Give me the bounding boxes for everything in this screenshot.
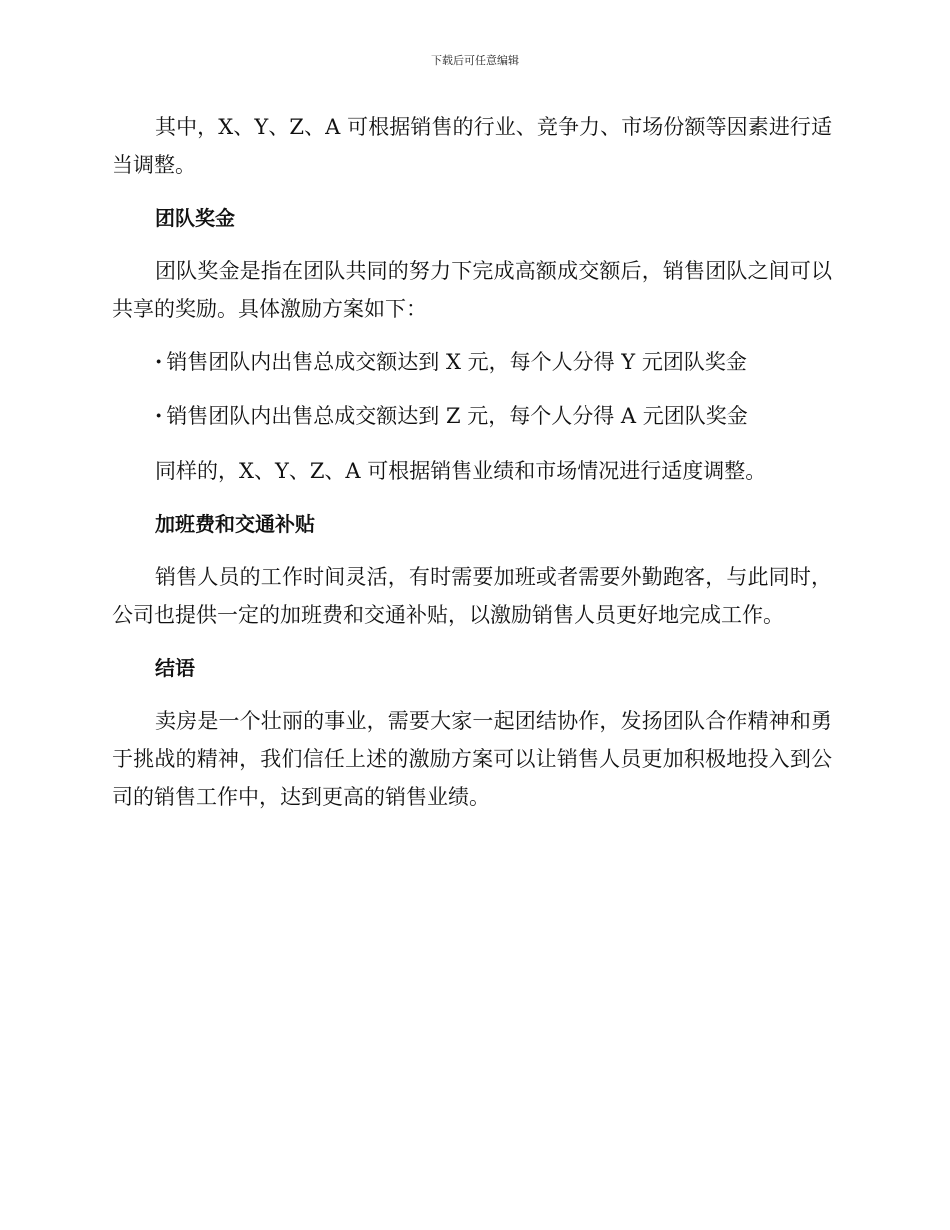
bullet-item	[155, 398, 832, 434]
bullet-dot-icon: ·	[155, 349, 163, 374]
heading-overtime-transport: 加班费和交通补贴	[155, 512, 315, 536]
document-body	[112, 108, 832, 832]
paragraph-team-bonus: 团队奖金是指在团队共同的努力下完成高额成交额后，销售团队之间可以共享的奖励。具体激励方案如下：	[112, 259, 832, 321]
heading-conclusion: 结语	[155, 656, 195, 680]
bullet-dot-icon: ·	[155, 403, 163, 428]
bullet-item	[155, 344, 832, 380]
paragraph-adjustment-note: 其中，X、Y、Z、A 可根据销售的行业、竞争力、市场份额等因素进行适当调整。	[112, 115, 832, 177]
heading-team-bonus: 团队奖金	[155, 206, 235, 230]
paragraph-conclusion: 卖房是一个壮丽的事业，需要大家一起团结协作，发扬团队合作精神和勇于挑战的精神，我们信任上述的激励方案可以让销售人员更加积极地投入到公司的销售工作中，达到更高的销售业绩。	[112, 709, 832, 809]
bullet-text: 销售团队内出售总成交额达到 X 元，每个人分得 Y 元团队奖金	[166, 350, 747, 374]
page-header: 下载后可任意编辑	[431, 54, 519, 67]
paragraph-overtime-transport: 销售人员的工作时间灵活，有时需要加班或者需要外勤跑客，与此同时，公司也提供一定的加班费和交通补贴，以激励销售人员更好地完成工作。	[112, 565, 832, 627]
bullet-text: 销售团队内出售总成交额达到 Z 元，每个人分得 A 元团队奖金	[166, 404, 748, 428]
paragraph-adjustment-note-2: 同样的，X、Y、Z、A 可根据销售业绩和市场情况进行适度调整。	[155, 459, 767, 483]
